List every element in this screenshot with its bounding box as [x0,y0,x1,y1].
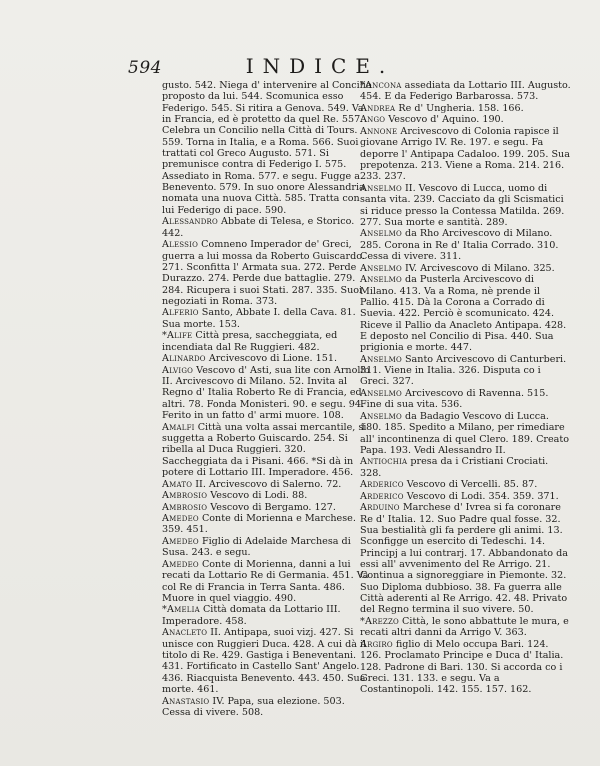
index-entry-page: 289. [486,216,508,228]
index-entry [360,411,572,456]
index-entry-head: *Alife [162,330,193,342]
index-entry [360,456,572,479]
index-entry-page: 442. [162,227,184,239]
index-entry [162,604,374,627]
index-entry-head: Amedeo [162,558,199,570]
index-entry-text: da Rho Arcivescovo di Milano. 285. Corona in Re d' Italia Corrado. 310. Cessa di vivere. [360,228,559,263]
index-entry [162,479,374,490]
index-entry-head: Alinardo [162,353,206,365]
index-entry-head: *Amelia [162,604,200,616]
index-entry-page: 108. [322,410,344,422]
index-entry [162,330,374,353]
index-entry-head: Anacleto [162,627,208,639]
index-entry-head: Ambrosio [162,490,208,502]
index-entry-text: figlio di Melo occupa Bari. 124. 126. Proclamato Principe e Duca d' Italia. 128. Padrone di Bari. 130. Si accorda co i Greci. 131. 133. e segu. Va a Costantinopoli. 142. 155. 157. 162. [360,638,564,696]
index-entry-text: da Badagio Vescovo di Lucca. 180. 185. Spedito a Milano, per rimediare all' incontinenza di quel Clero. 189. Creato Papa. 193. Vedi Alessandro II. [360,410,570,456]
index-entry-page: 461. [197,684,219,696]
index-entry-page: 508. [241,706,264,718]
index-entry-text: Città domata da Lottario III. Imperadore. [162,604,341,627]
index-entry-text: Arcivescovo di Lione. [208,353,313,365]
index-entry-head: Anselmo [360,353,402,365]
index-entry [360,126,572,183]
page-number: 594 [128,58,162,78]
index-entry-text: IV. Papa, sua elezione. 503. Cessa di vivere. [162,695,345,718]
index-entry [162,239,374,307]
index-entry-text: Vescovo di Lodi. [210,490,289,502]
index-entry-page: 190. [482,114,504,126]
index-entry-text: gusto. 542. Niega d' intervenire al Concilio proposto da lui. 544. Scomunica esso Federigo. 545. Si ritira a Genova. 549. Va in Francia, ed è protetto da quel Re. 557. Celebra un Concilio nella Città di Tours. 559. Torna in Italia, e a Roma. 566. Suoi trattati col Greco Augusto. 571. Si premunisce contra di Federigo I. 575. Assediato in Roma. 577. e segu. Fugge a Benevento. 579. In suo onore Alessandria nomata una nuova Città. 585. Tratta con lui Federigo di pace. [162,80,372,216]
index-entry-page: 72. [326,478,342,490]
index-entry-head: *Ancona [360,80,402,91]
index-entry-text: Vescovo di Bergamo. [210,501,312,513]
index-entry-text: Conte di Morienna, danni a lui recati da Lottario Re di Germania. 451. Va col Re di Francia in Terra Santa. 486. Muore in quel viaggio. [162,558,369,604]
index-column-right [360,80,572,696]
index-entry-head: Arduino [360,502,400,514]
index-entry [360,114,572,125]
index-entry-text: Abbate di Telesa, e Storico. [221,216,355,228]
index-entry-page: 456. [331,467,354,478]
index-entry-text: Comneno Imperador de' Greci, guerra a lui mossa da Roberto Guiscardo. 271. Sconfitta l' Armata sua. 272. Perde Durazzo. 274. Perde due battaglie. 279. 284. Ricupera i suoi Stati. 287. 335. Suoi negoziati in Roma. [162,239,365,307]
index-entry-head: Amalfi [162,421,195,433]
index-entry-page: 373. [255,295,278,307]
index-entry-head: Anastasio [162,695,210,707]
index-entry-text: IV. Arcivescovo di Milano. [404,262,531,274]
index-entry-head: Annone [360,125,398,137]
index-entry-text: II. Antipapa, suoi vizj. 427. Si unisce con Ruggieri Duca. 428. A cui dà il titolo di Re. 429. Gastiga i Beneventani. 431. Fortificato in Castello Sant' Angelo. 436. Riacquista Benevento. 443. 450. Sua morte. [162,627,367,696]
index-entry [360,354,572,388]
index-entry-text: II. Arcivescovo di Salerno. [195,478,324,490]
index-entry [162,216,374,239]
index-entry-text: Vescovo di Vercelli. [406,479,501,491]
page-title: INDICE. [245,54,395,78]
index-entry-text: Re d' Ungheria. [398,102,475,114]
index-entry-text: Vescovo d' Aquino. [388,114,480,126]
index-entry-text: Conte di Morienna e Marchese. 359. 451. [162,513,356,536]
index-entry-page: 127. [314,501,336,513]
index-entry [162,307,374,330]
index-entry-page: 325. [533,262,555,274]
index-entry [360,639,572,696]
index-entry-head: Arderico [360,479,404,491]
index-entry-page: 311. [439,251,462,263]
index-entry-page: 151. [315,353,338,365]
index-entry-text: Santo, Abbate I. della Cava. 81. Sua morte. [162,307,356,330]
index-entry-head: *Arezzo [360,615,399,627]
index-entry [162,696,374,719]
index-entry-page: 536. [440,399,463,411]
index-entry [162,502,374,513]
index-entry-page: 327. [392,376,414,388]
index-entry [162,559,374,604]
index-entry [162,490,374,501]
index-entry-text: Vescovo d' Asti, sua lite con Arnolfo II. Arcivescovo di Milano. 52. Invita al Regno d' Italia Roberto Re di Francia, ed altri. 78. Fonda Monisteri. 90. e segu. 94. Ferito in un fatto d' armi muore. [162,364,370,422]
index-entry-page: 153. [218,318,240,330]
index-entry [360,263,572,274]
index-entry-head: Alessio [162,239,199,251]
index-entry-text: Arcivescovo di Colonia rapisce il giovane Arrigo IV. Re. 197. e segu. Fa deporre l' Antipapa Cadaloo. 199. 205. Sua prepotenza. 213. Viene a Roma. 214. 216. 233. 237. [360,125,570,183]
index-entry-head: Anselmo [360,387,402,399]
index-entry-page: 88. [292,490,308,502]
index-entry-head: Amato [162,478,193,490]
index-entry-head: Amedeo [162,536,199,547]
index-entry [162,353,374,364]
index-entry-page: 482. [298,341,320,353]
index-entry [162,536,374,559]
index-entry-page: 458. [225,615,247,627]
index-entry-head: Antiochia [360,456,408,468]
index-entry-head: Anselmo [360,182,402,194]
index-entry [360,479,572,490]
index-entry [162,365,374,422]
index-entry [360,228,572,262]
index-entry-page: 590. [264,204,287,216]
index-entry-text: assediata da Lottario III. Augusto. 454. E da Federigo Barbarossa. [360,80,571,103]
index-entry [360,502,572,615]
index-entry-page: 50. [518,604,534,616]
index-entry-page: 158. 166. [477,102,524,114]
index-entry [360,80,572,103]
index-entry-head: Argiro [360,638,393,650]
index-entry [360,388,572,411]
index-entry-text: Arcivescovo di Ravenna. 515. Fine di sua vita. [360,387,549,411]
index-entry-head: Arderico [360,490,404,502]
index-entry [162,627,374,695]
index-entry-head: Anselmo [360,410,402,422]
index-entry-head: Alvigo [162,364,194,376]
index-entry-text: Figlio di Adelaide Marchesa di Susa. 243. e segu. [162,536,351,559]
index-entry [162,422,374,479]
index-entry-head: Anselmo [360,262,402,274]
index-entry-page: 573. [516,91,539,103]
index-entry-head: Amedeo [162,513,199,525]
index-entry [360,616,572,639]
index-entry [360,491,572,502]
index-entry-page: 328. [360,467,382,479]
index-entry-page: 447. [450,342,473,354]
index-entry-head: Anselmo [360,274,402,286]
index-entry-head: Ango [360,114,386,126]
index-column-left [162,80,374,718]
index-entry [360,274,572,353]
index-entry-text: Città una volta assai mercantile, si suggetta a Roberto Guiscardo. 254. Si ribella al Duca Ruggieri. 320. Saccheggiata da i Pisani. 466. *Si dà in potere di Lottario III. Imperadore. [162,421,367,478]
index-entry [162,513,374,536]
index-entry-head: Anselmo [360,228,402,240]
index-entry-text: Santo Arcivescovo di Canturberi. 311. Viene in Italia. 326. Disputa co i Greci. [360,353,567,388]
index-entry-text: Città, le sono abbattute le mura, e recati altri danni da Arrigo V. [360,615,569,639]
index-entry-text: Città presa, saccheggiata, ed incendiata dal Re Ruggieri. [162,330,338,353]
index-entry-text: presa da i Cristiani Crociati. [410,456,549,468]
index-entry-text: da Pusterla Arcivescovo di Milano. 413. Va a Roma, nè prende il Pallio. 415. Dà la Corona a Corrado di Suevia. 422. Perciò è scomunicato. 424. Riceve il Pallio da Anacleto Antipapa. 428. E deposto nel Concilio di Pisa. 440. Sua prigionia e morte. [360,274,567,354]
index-entry-page: 354. 359. 371. [488,490,559,502]
index-entry-text: Vescovo di Lodi. [406,490,486,502]
index-entry-head: Alessandro [162,216,218,228]
index-entry-text: II. Vescovo di Lucca, uomo di santa vita. 239. Cacciato da gli Scismatici si riduce presso la Contessa Matilda. 269. 277. Sua morte e santità. [360,182,565,228]
index-entry-text: Marchese d' Ivrea si fa coronare Re d' Italia. 12. Suo Padre qual fosse. 32. Sua bestialità gli fa perdere gli animi. 13. Sconfigge un esercito di Tedeschi. 14. Principj a lui contrarj. 17. Abbandonato da essi all' avvenimento del Re Arrigo. 21. Continua a signoreggiare in Piemonte. 32. Suo Diploma dubbioso. 38. Fa guerra alle Città aderenti al Re Arrigo. 42. 48. Privato del Regno termina il suo vivere. [360,502,568,616]
index-entry-page: 363. [505,627,527,639]
index-entry-head: Alferio [162,307,199,319]
index-entry [162,80,374,216]
index-entry-head: Ambrosio [162,501,208,513]
index-entry-page: 490. [274,592,297,604]
index-entry [360,183,572,228]
index-entry-page: 85. 87. [503,479,538,491]
index-entry [360,103,572,114]
index-entry-head: Andrea [360,102,396,114]
